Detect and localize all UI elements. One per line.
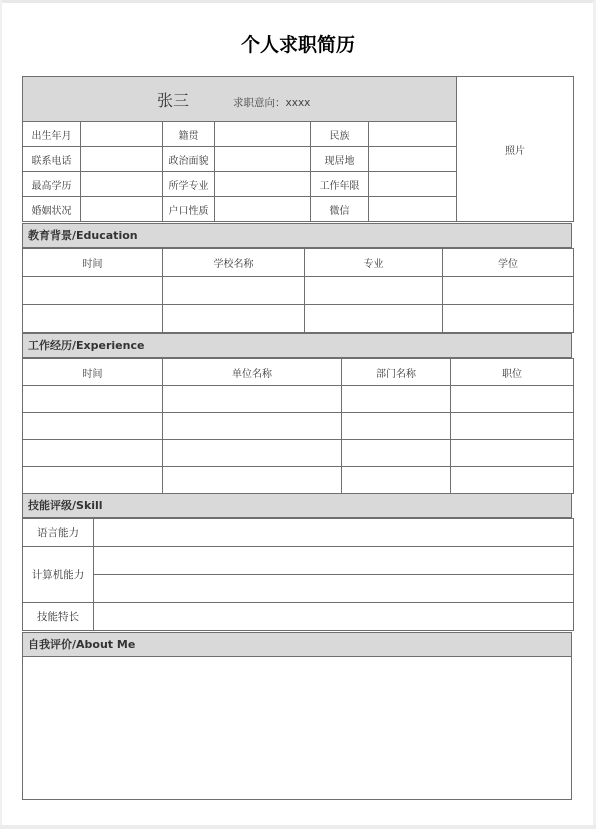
table-row [23,386,574,413]
table-cell[interactable] [451,440,574,467]
computer-skill-label: 计算机能力 [23,547,94,603]
hukou-type-label: 户口性质 [163,197,215,222]
special-skill-value[interactable] [94,603,574,631]
table-cell[interactable] [23,386,163,413]
job-intent[interactable] [233,95,310,110]
page-top-edge [0,0,596,3]
photo-cell[interactable]: 照片 [457,77,574,222]
ethnicity-value[interactable] [369,122,457,147]
column-header: 学位 [443,249,574,277]
column-header: 职位 [451,359,574,386]
table-cell[interactable] [163,413,342,440]
about-section-header: 自我评价/About Me [22,632,572,657]
ethnicity-label: 民族 [311,122,369,147]
table-cell[interactable] [163,440,342,467]
education-level-label: 最高学历 [23,172,81,197]
column-header: 学校名称 [163,249,305,277]
job-intent-label: 求职意向： [233,96,286,109]
table-cell[interactable] [342,440,451,467]
residence-label: 现居地 [311,147,369,172]
table-header-row [23,249,574,277]
computer-skill-value-2[interactable] [94,575,574,603]
candidate-name[interactable]: 张三 [157,90,190,110]
table-cell[interactable] [342,386,451,413]
table-cell[interactable] [451,413,574,440]
document-title: 个人求职简历 [240,34,355,56]
column-header: 时间 [23,359,163,386]
work-years-value[interactable] [369,172,457,197]
birth-date-value[interactable] [81,122,163,147]
column-header: 专业 [305,249,443,277]
personal-info-table [22,76,574,222]
education-section-header: 教育背景/Education [22,223,572,248]
table-cell[interactable] [305,277,443,305]
skill-section-header: 技能评级/Skill [22,493,572,518]
work-years-label: 工作年限 [311,172,369,197]
wechat-label: 微信 [311,197,369,222]
table-cell[interactable] [23,440,163,467]
table-row [23,603,574,631]
page-left-edge [0,0,2,829]
phone-label: 联系电话 [23,147,81,172]
job-intent-value: xxxx [285,96,311,109]
birth-date-label: 出生年月 [23,122,81,147]
table-row [23,413,574,440]
column-header: 单位名称 [163,359,342,386]
experience-table [22,358,574,494]
table-cell[interactable] [443,277,574,305]
table-cell[interactable] [163,305,305,333]
skill-table [22,518,574,631]
language-skill-label: 语言能力 [23,519,94,547]
computer-skill-value[interactable] [94,547,574,575]
table-row [23,519,574,547]
political-status-value[interactable] [215,147,311,172]
table-cell[interactable] [451,386,574,413]
table-row [23,277,574,305]
table-row [23,305,574,333]
experience-section-header: 工作经历/Experience [22,333,572,358]
major-value[interactable] [215,172,311,197]
residence-value[interactable] [369,147,457,172]
name-header-cell [23,77,457,122]
table-cell[interactable] [23,413,163,440]
table-row [23,440,574,467]
table-cell[interactable] [23,305,163,333]
table-row [23,547,574,575]
phone-value[interactable] [81,147,163,172]
page-bottom-edge [0,825,596,829]
major-label: 所学专业 [163,172,215,197]
column-header: 部门名称 [342,359,451,386]
table-cell[interactable] [342,413,451,440]
table-cell[interactable] [163,277,305,305]
wechat-value[interactable] [369,197,457,222]
hukou-type-value[interactable] [215,197,311,222]
special-skill-label: 技能特长 [23,603,94,631]
education-level-value[interactable] [81,172,163,197]
marital-status-value[interactable] [81,197,163,222]
table-cell[interactable] [23,277,163,305]
table-header-row [23,359,574,386]
table-cell[interactable] [163,386,342,413]
table-cell[interactable] [305,305,443,333]
column-header: 时间 [23,249,163,277]
table-cell[interactable] [163,467,342,494]
table-row [23,467,574,494]
political-status-label: 政治面貌 [163,147,215,172]
table-cell[interactable] [342,467,451,494]
table-cell[interactable] [451,467,574,494]
native-place-label: 籍贯 [163,122,215,147]
table-row [23,575,574,603]
table-cell[interactable] [23,467,163,494]
language-skill-value[interactable] [94,519,574,547]
education-table [22,248,574,333]
table-cell[interactable] [443,305,574,333]
native-place-value[interactable] [215,122,311,147]
marital-status-label: 婚姻状况 [23,197,81,222]
about-me-textarea[interactable] [22,657,572,800]
